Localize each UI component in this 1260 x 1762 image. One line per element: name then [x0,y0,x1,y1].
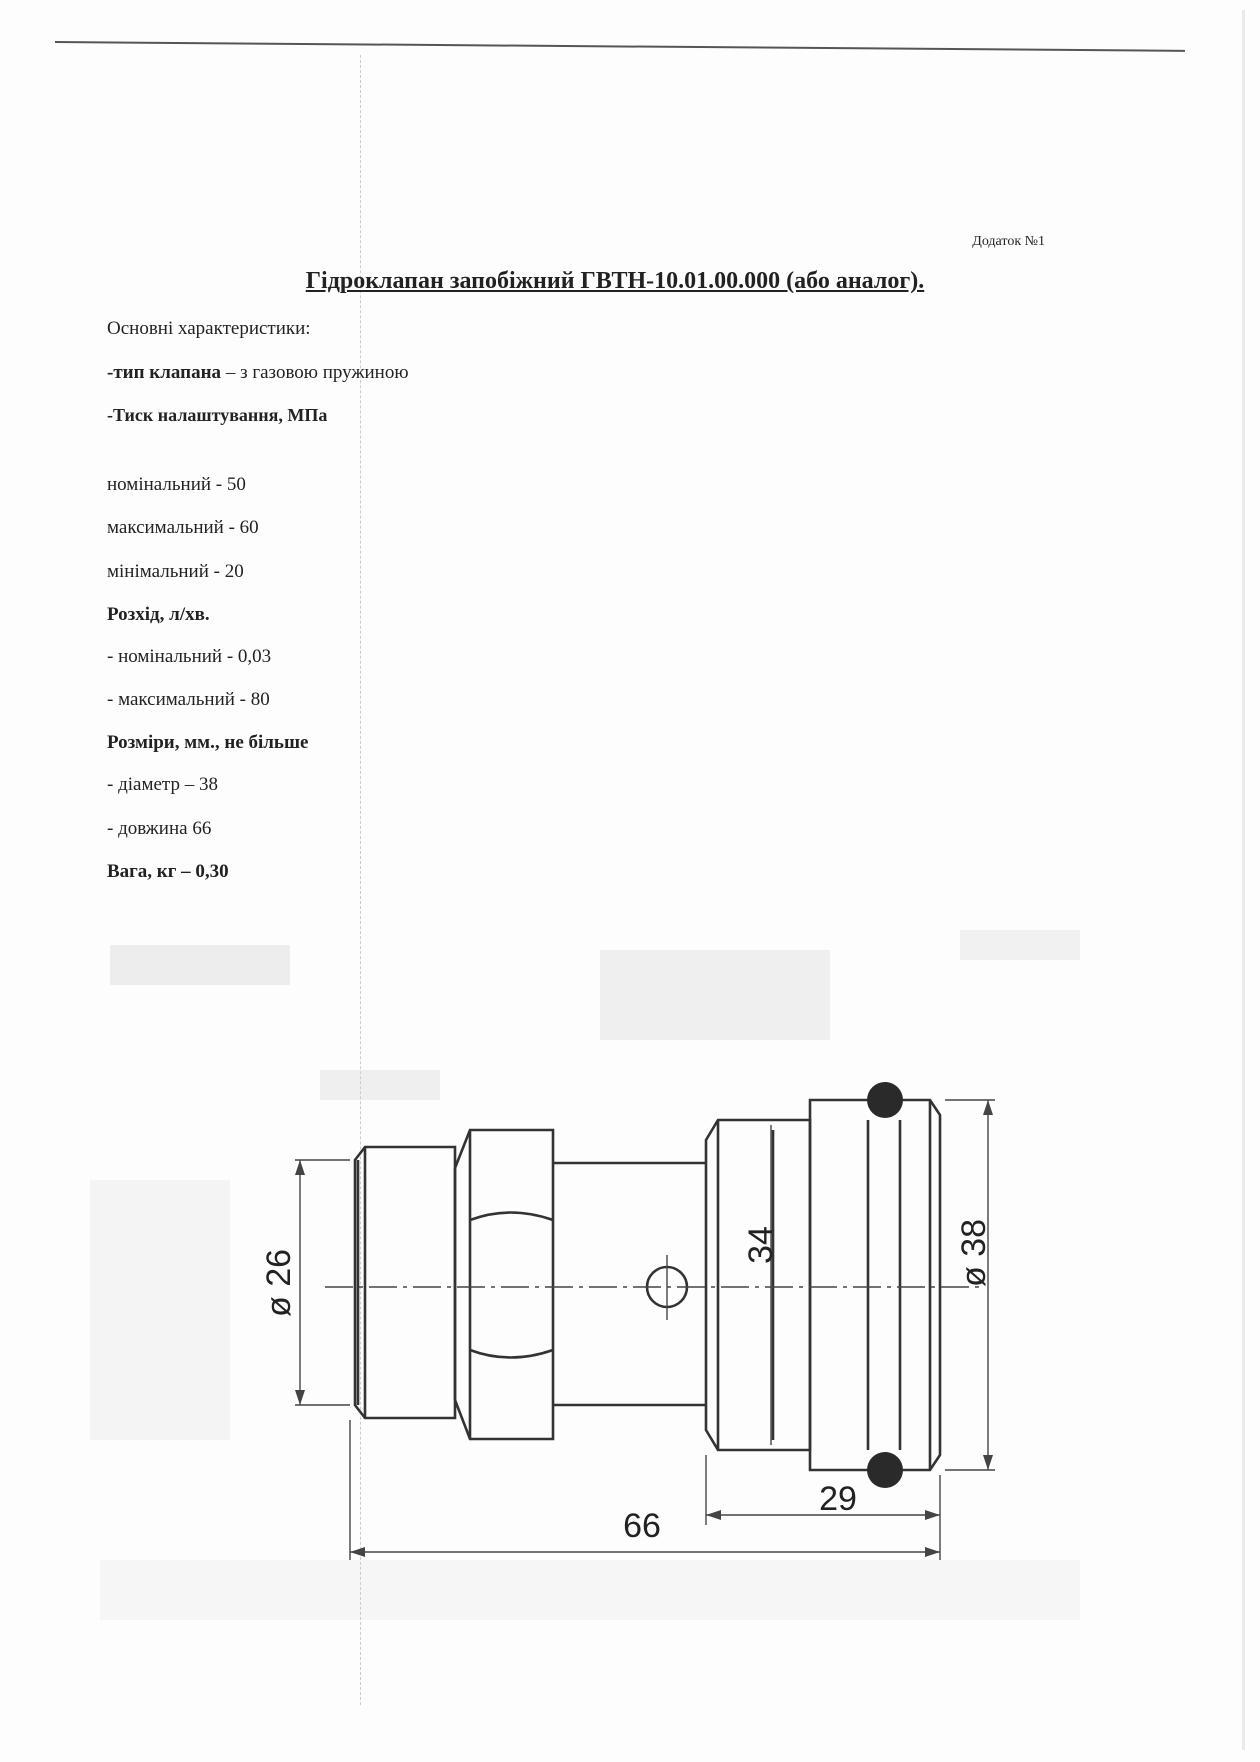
appendix-label: Додаток №1 [972,234,1045,249]
size-heading: Розміри, мм., не більше [107,732,309,753]
dim-29-label: 29 [819,1480,857,1518]
inlet-stub [355,1147,455,1418]
flow-heading: Розхід, л/хв. [107,604,210,625]
dim-d26-label: ø 26 [260,1248,298,1318]
dim-66-label: 66 [623,1507,661,1545]
dim-34-label: 34 [742,1226,780,1264]
pressure-nominal: номінальний - 50 [107,474,246,495]
flow-nominal: - номінальний - 0,03 [107,646,272,667]
dimension-lines [295,1100,995,1560]
size-diameter: - діаметр – 38 [107,774,218,795]
characteristics-heading: Основні характеристики: [107,318,311,339]
valve-type-value: – з газовою пружиною [221,362,409,383]
valve-outline [355,1100,940,1470]
pressure-heading: -Тиск налаштування, МПа [107,405,328,425]
dim-d38-label: ø 38 [955,1218,993,1288]
pressure-max: максимальний - 60 [107,517,259,538]
body-collar [706,1120,810,1450]
o-ring-top [867,1082,903,1118]
seal-housing [810,1100,940,1470]
size-length: - довжина 66 [107,818,212,839]
body-shaft [553,1163,706,1405]
flow-max: - максимальний - 80 [107,689,270,710]
weight-line: Вага, кг – 0,30 [107,861,229,882]
valve-type-label: -тип клапана [107,362,222,383]
dimension-arrows [295,1100,993,1557]
o-ring-bottom [867,1452,903,1488]
document-title: Гідроклапан запобіжний ГВТН-10.01.00.000 (або аналог). [305,268,925,294]
pressure-min: мінімальний - 20 [107,561,244,582]
